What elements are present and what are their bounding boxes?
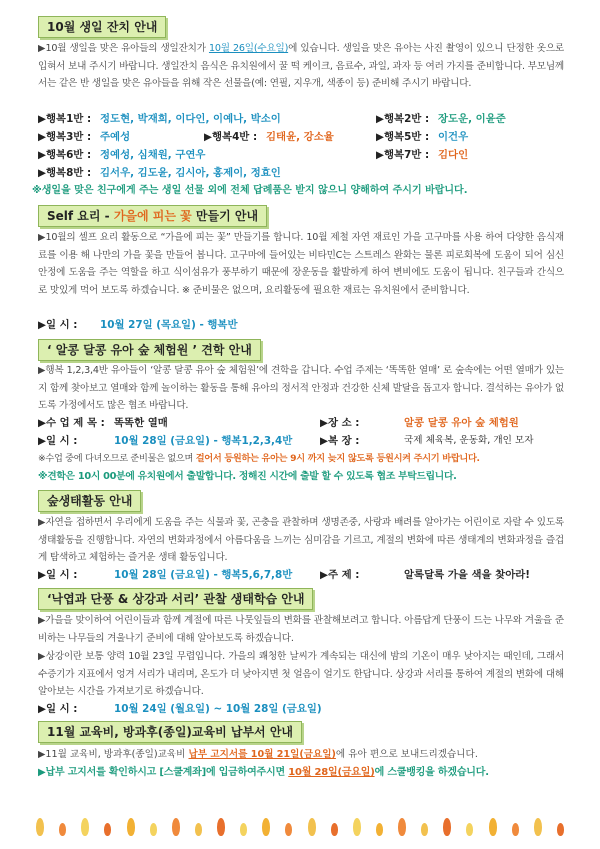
leaves-paragraph-1: ▶가을을 맞이하여 어린이들과 함께 계절에 따른 나뭇잎들의 변화를 관찰해보려고 합니다. 아름답게 단풍이 드는 나무와 겨울을 준비하는 나무들의 겨울나기 준비에 대해 알아보도록 하겠습니다. xyxy=(38,615,564,644)
birthday-paragraph: ▶10월 생일을 맞은 유아들의 생일잔치가 10월 26일(수요일)에 있습니다. 생일을 맞은 유아는 사진 촬영이 있으니 단정한 옷으로 입혀서 보내 주시기 바랍니다. 생일잔치 음식은 유치원에서 꿀 떡 케이크, 음료수, 과일, 과자 등 여러 가지를 준비합니다. 부모님께서는 같은 반 생일을 맞은 유아들을 위해 작은 선물을(예: 연필, 지우개, 색종이 등) 준비해 주시기 바랍니다. xyxy=(38,43,564,90)
tree-icon xyxy=(534,818,542,836)
tree-icon xyxy=(443,818,451,836)
tree-icon xyxy=(104,823,111,836)
tuition-line-1: ▶11월 교육비, 방과후(종일)교육비 납부 고지서를 10월 21일(금요일)에 유아 편으로 보내드리겠습니다. xyxy=(38,749,478,760)
tree-icon xyxy=(466,823,473,836)
section-title-leaves-study: ‘낙엽과 단풍 & 상강과 서리’ 관찰 생태학습 안내 xyxy=(38,588,313,610)
tree-icon xyxy=(127,818,135,836)
tree-icon xyxy=(421,823,428,836)
section-title-tuition: 11월 교육비, 방과후(종일)교육비 납부서 안내 xyxy=(38,721,302,743)
tree-icon xyxy=(240,823,247,836)
tree-icon xyxy=(172,818,180,836)
tree-icon xyxy=(195,823,202,836)
tree-icon xyxy=(308,818,316,836)
tree-icon xyxy=(331,823,338,836)
forest-trip-note-2: ※견학은 10시 00분에 유치원에서 출발합니다. 정해진 시간에 출발 할 수 있도록 협조 부탁드립니다. xyxy=(38,471,457,482)
cooking-paragraph: ▶10월의 셀프 요리 활동으로 “가을에 피는 꽃” 만들기를 합니다. 10월 제철 자연 재료인 가을 고구마를 사용 하여 다양한 음식재료를 이용 해 나만의 가을 꽃을 만들어 봅니다. 고구마에 들어있는 비타민C는 스트레스 완화는 물론 피로회복에 도움이 되어 심신안정에 도움을 주는 역할을 하고 식이섬유가 풍부하기 때문에 장운동을 활발하게 하여 변비에도 도움이 됩니다. 친구들과 간식으로 맛있게 먹어 보도록 하겠습니다. ※ 준비물은 없으며, 요리활동에 필요한 재료는 유치원에서 준비합니다. xyxy=(38,232,564,296)
forest-trip-paragraph: ▶행복 1,2,3,4반 유아들이 ‘알콩 달콩 유아 숲 체험원’에 견학을 갑니다. 수업 주제는 ‘똑똑한 열매’ 로 숲속에는 어떤 열매가 있는지 함께 찾아보고 열매와 함께 놀이하는 활동을 통해 유아의 정서적 안정과 건강한 신체 발달을 돕고자 합니다. 결석하는 유아가 없도록 가정에서도 많은 협조 바랍니다. xyxy=(38,365,564,412)
forest-trip-note-1: ※수업 중에 다녀오므로 준비물은 없으며 걸어서 등원하는 유아는 9시 까지 늦지 않도록 등원시켜 주시기 바랍니다. xyxy=(38,453,480,464)
tree-icon xyxy=(512,823,519,836)
tree-icon xyxy=(36,818,44,836)
tree-icon xyxy=(217,818,225,836)
tuition-line-2: ▶납부 고지서를 확인하시고 [스쿨계좌]에 입금하여주시면 10월 28일(금요일)에 스쿨뱅킹을 하겠습니다. xyxy=(38,767,489,778)
tree-icon xyxy=(489,818,497,836)
tree-icon xyxy=(557,823,564,836)
tree-icon xyxy=(150,823,157,836)
tree-icon xyxy=(81,818,89,836)
section-title-forest-trip: ‘ 알콩 달콩 유아 숲 체험원 ’ 견학 안내 xyxy=(38,339,261,361)
section-title-eco-activity: 숲생태활동 안내 xyxy=(38,490,141,512)
birthday-note: ※생일을 맞은 친구에게 주는 생일 선물 외에 전체 답례품은 받지 않으니 양해하여 주시기 바랍니다. xyxy=(32,185,468,196)
section-title-cooking: Self 요리 - 가을에 피는 꽃 만들기 안내 xyxy=(38,205,267,227)
tree-icon xyxy=(285,823,292,836)
eco-activity-paragraph: ▶자연을 접하면서 우리에게 도움을 주는 식물과 꽃, 곤충을 관찰하며 생명존중, 사랑과 배려를 알아가는 어린이로 자랄 수 있도록 생태활동을 진행합니다. 자연의 변화과정에서 아름다움을 느끼는 심미감을 기르고, 계절의 변화에 따른 생태계의 변화과정을 즐겁게 탐색하고 체험하는 즐거운 생태 활동입니다. xyxy=(38,517,564,564)
tree-icon xyxy=(262,818,270,836)
autumn-trees-decoration xyxy=(36,808,564,836)
tree-icon xyxy=(398,818,406,836)
section-title-birthday: 10월 생일 잔치 안내 xyxy=(38,16,166,38)
tree-icon xyxy=(376,823,383,836)
tree-icon xyxy=(353,818,361,836)
leaves-paragraph-2: ▶상강이란 보통 양력 10월 23일 무렵입니다. 가을의 쾌청한 날씨가 계속되는 대신에 밤의 기온이 매우 낮아지는 때인데, 그래서 수증기가 지표에서 엉겨 서리가 내리며, 온도가 더 낮아지면 첫 얼음이 얼기도 한답니다. 상강과 서리를 통하여 계절의 변화에 대해 알아보는 시간을 가져보기로 하겠습니다. xyxy=(38,651,564,698)
tree-icon xyxy=(59,823,66,836)
